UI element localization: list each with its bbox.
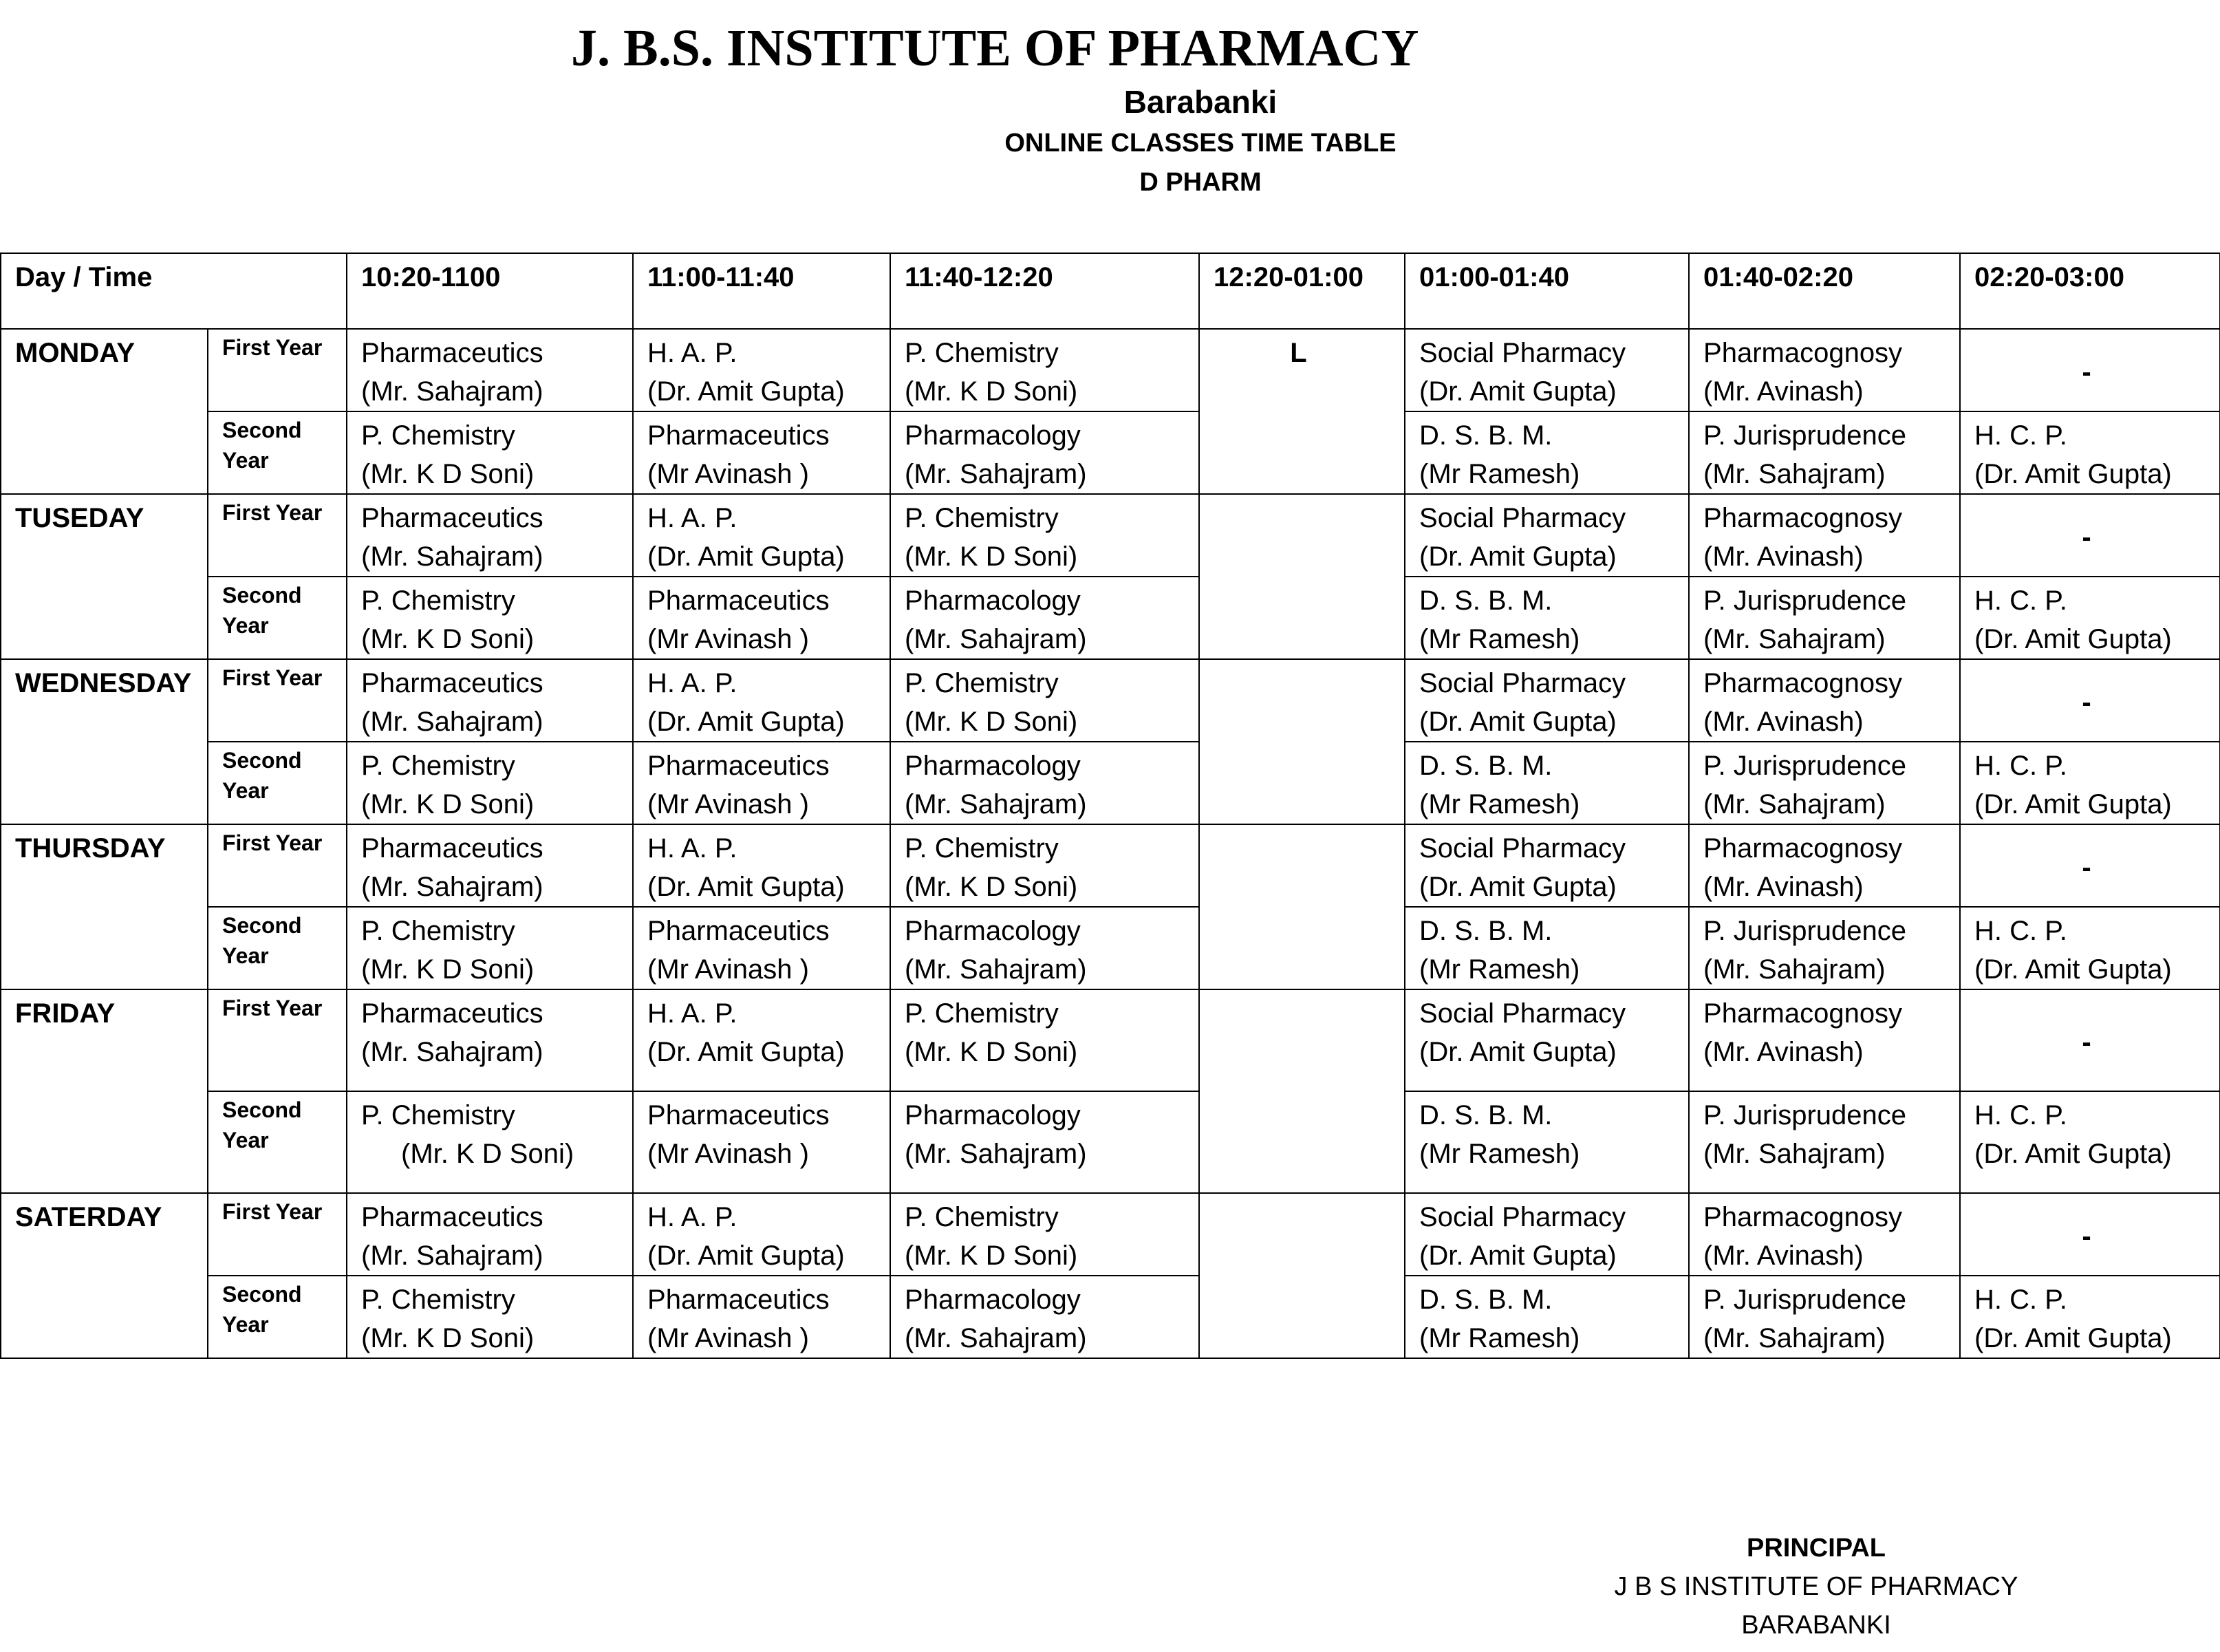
teacher-name: (Mr. K D Soni) <box>905 872 1078 902</box>
teacher-name: (Mr. Sahajram) <box>361 707 543 737</box>
class-cell <box>1960 1091 2220 1193</box>
year-text: Year <box>222 613 269 638</box>
teacher-name: (Mr. Sahajram) <box>1703 459 1886 489</box>
subject-name: D. S. B. M. <box>1419 420 1553 451</box>
subject-name: Pharmaceutics <box>647 1100 830 1130</box>
year-text: Second <box>222 913 302 938</box>
lunch-cell <box>1199 659 1405 824</box>
day-row-second-year <box>1 411 2220 494</box>
year-text: Second <box>222 748 302 773</box>
day-row-first-year <box>1 1193 2220 1276</box>
year-text: First Year <box>222 665 323 690</box>
subject-name: D. S. B. M. <box>1419 916 1553 946</box>
class-cell <box>1689 1276 1960 1358</box>
teacher-name: (Mr. Sahajram) <box>361 872 543 902</box>
class-cell <box>890 329 1199 411</box>
teacher-name: (Mr Ramesh) <box>1419 1139 1580 1169</box>
teacher-name: (Mr Ramesh) <box>1419 459 1580 489</box>
teacher-name: (Mr. K D Soni) <box>361 954 535 985</box>
subject-name: P. Chemistry <box>905 998 1059 1029</box>
class-cell <box>1405 1193 1689 1276</box>
class-cell <box>633 742 890 824</box>
subject-name: Pharmaceutics <box>361 998 543 1029</box>
teacher-name: (Dr. Amit Gupta) <box>1974 459 2172 489</box>
day-row-second-year <box>1 1091 2220 1193</box>
class-cell <box>1405 411 1689 494</box>
day-label: TUSEDAY <box>1 494 208 659</box>
course-name: D PHARM <box>1139 168 1262 197</box>
teacher-name: (Dr. Amit Gupta) <box>647 1241 845 1271</box>
subject-name: P. Chemistry <box>361 916 515 946</box>
empty-slot-dash: - <box>1960 824 2220 907</box>
year-label-first <box>208 659 347 742</box>
class-cell <box>890 1091 1199 1193</box>
year-text: Second <box>222 1097 302 1122</box>
subject-name: H. C. P. <box>1974 1285 2067 1315</box>
empty-slot-dash: - <box>1960 659 2220 742</box>
class-cell <box>633 824 890 907</box>
day-row-first-year <box>1 659 2220 742</box>
subject-name: Pharmacology <box>905 751 1081 781</box>
teacher-name: (Mr Avinash ) <box>647 789 809 819</box>
teacher-name: (Dr. Amit Gupta) <box>1419 541 1617 572</box>
class-cell <box>1689 329 1960 411</box>
day-label: WEDNESDAY <box>1 659 208 824</box>
subject-name: Pharmaceutics <box>647 751 830 781</box>
slot-header: 11:00-11:40 <box>633 253 890 329</box>
subject-name: P. Chemistry <box>905 338 1059 368</box>
class-cell <box>890 411 1199 494</box>
subject-name: D. S. B. M. <box>1419 751 1553 781</box>
city-name: Barabanki <box>1123 84 1278 120</box>
day-row-first-year <box>1 494 2220 577</box>
year-text: Year <box>222 1128 269 1152</box>
teacher-name: (Mr. Avinash) <box>1703 376 1864 407</box>
subject-name: P. Jurisprudence <box>1703 1285 1907 1315</box>
year-label-second <box>208 742 347 824</box>
class-cell <box>633 1276 890 1358</box>
subject-name: Pharmaceutics <box>361 833 543 863</box>
class-cell <box>890 742 1199 824</box>
subject-name: H. C. P. <box>1974 586 2067 616</box>
year-label-first <box>208 1193 347 1276</box>
teacher-name: (Mr Avinash ) <box>647 1323 809 1353</box>
lunch-cell: L <box>1199 329 1405 494</box>
class-cell <box>1960 577 2220 659</box>
class-cell <box>890 1193 1199 1276</box>
teacher-name: (Mr. K D Soni) <box>361 1323 535 1353</box>
lunch-cell <box>1199 1193 1405 1358</box>
teacher-name: (Mr. Sahajram) <box>905 1139 1087 1169</box>
subject-name: Pharmacology <box>905 420 1081 451</box>
teacher-name: (Mr. K D Soni) <box>905 1241 1078 1271</box>
class-cell <box>347 411 633 494</box>
year-text: First Year <box>222 1199 323 1224</box>
class-cell <box>347 577 633 659</box>
teacher-name: (Mr. K D Soni) <box>905 376 1078 407</box>
subject-name: Pharmaceutics <box>647 1285 830 1315</box>
class-cell <box>890 1276 1199 1358</box>
institute-title: J. B.S. INSTITUTE OF PHARMACY <box>571 19 1419 77</box>
class-cell <box>1405 989 1689 1091</box>
teacher-name: (Mr Ramesh) <box>1419 1323 1580 1353</box>
subject-name: H. C. P. <box>1974 916 2067 946</box>
subject-name: H. C. P. <box>1974 751 2067 781</box>
day-row-first-year <box>1 824 2220 907</box>
class-cell <box>890 494 1199 577</box>
day-row-second-year <box>1 1276 2220 1358</box>
teacher-name: (Mr. Avinash) <box>1703 1241 1864 1271</box>
class-cell <box>1405 742 1689 824</box>
header-row <box>1 253 2220 329</box>
subject-name: P. Chemistry <box>905 833 1059 863</box>
year-label-second <box>208 907 347 989</box>
year-text: Second <box>222 418 302 442</box>
class-cell <box>1405 329 1689 411</box>
class-cell <box>633 907 890 989</box>
empty-slot-dash: - <box>1960 989 2220 1091</box>
day-label: MONDAY <box>1 329 208 494</box>
subject-name: Pharmacognosy <box>1703 1202 1903 1232</box>
teacher-name: (Mr. Sahajram) <box>1703 624 1886 654</box>
teacher-name: (Mr Avinash ) <box>647 954 809 985</box>
subject-name: P. Jurisprudence <box>1703 751 1907 781</box>
subject-name: Pharmaceutics <box>361 1202 543 1232</box>
class-cell <box>1689 824 1960 907</box>
subject-name: Pharmacology <box>905 916 1081 946</box>
class-cell <box>1405 659 1689 742</box>
teacher-name: (Dr. Amit Gupta) <box>1974 789 2172 819</box>
teacher-name: (Mr. K D Soni) <box>361 459 535 489</box>
subject-name: Pharmaceutics <box>361 338 543 368</box>
subject-name: P. Jurisprudence <box>1703 420 1907 451</box>
class-cell <box>1960 411 2220 494</box>
subject-name: Pharmacology <box>905 586 1081 616</box>
subject-name: Pharmacology <box>905 1100 1081 1130</box>
slot-header: 01:40-02:20 <box>1689 253 1960 329</box>
subject-name: Pharmacognosy <box>1703 503 1903 533</box>
lunch-cell <box>1199 824 1405 989</box>
class-cell <box>347 494 633 577</box>
timetable-subtitle: ONLINE CLASSES TIME TABLE <box>1004 129 1397 158</box>
year-text: Year <box>222 448 269 473</box>
teacher-name: (Mr. Avinash) <box>1703 1037 1864 1067</box>
class-cell <box>1689 577 1960 659</box>
teacher-name: (Mr. Sahajram) <box>1703 1323 1886 1353</box>
subject-name: P. Chemistry <box>361 751 515 781</box>
subject-name: Pharmaceutics <box>647 420 830 451</box>
year-text: First Year <box>222 996 323 1020</box>
class-cell <box>1689 989 1960 1091</box>
signature-title: PRINCIPAL <box>1747 1534 1886 1563</box>
subject-name: D. S. B. M. <box>1419 1285 1553 1315</box>
signature-institute: J B S INSTITUTE OF PHARMACY <box>1614 1572 2018 1601</box>
year-text: Year <box>222 1312 269 1337</box>
class-cell <box>1689 411 1960 494</box>
teacher-name: (Mr Ramesh) <box>1419 954 1580 985</box>
subject-name: Pharmaceutics <box>361 503 543 533</box>
teacher-name: (Dr. Amit Gupta) <box>1419 1037 1617 1067</box>
day-row-second-year <box>1 742 2220 824</box>
class-cell <box>347 1193 633 1276</box>
teacher-name: (Mr Ramesh) <box>1419 789 1580 819</box>
teacher-name: (Mr. K D Soni) <box>905 707 1078 737</box>
empty-slot-dash: - <box>1960 1193 2220 1276</box>
teacher-name: (Mr Avinash ) <box>647 459 809 489</box>
class-cell <box>1405 1091 1689 1193</box>
year-label-first <box>208 329 347 411</box>
class-cell <box>1960 1276 2220 1358</box>
class-cell <box>347 329 633 411</box>
subject-name: Pharmacognosy <box>1703 998 1903 1029</box>
class-cell <box>1689 1193 1960 1276</box>
teacher-name: (Mr. Sahajram) <box>905 954 1087 985</box>
slot-header: 10:20-1100 <box>347 253 633 329</box>
teacher-name: (Mr. K D Soni) <box>905 1037 1078 1067</box>
day-row-second-year <box>1 577 2220 659</box>
subject-name: Pharmacology <box>905 1285 1081 1315</box>
year-text: First Year <box>222 500 323 525</box>
teacher-name: (Mr. Sahajram) <box>361 1037 543 1067</box>
subject-name: P. Jurisprudence <box>1703 586 1907 616</box>
class-cell <box>1405 494 1689 577</box>
subject-name: Social Pharmacy <box>1419 998 1626 1029</box>
class-cell <box>1405 1276 1689 1358</box>
teacher-name: (Dr. Amit Gupta) <box>1974 1323 2172 1353</box>
subject-name: Pharmaceutics <box>647 916 830 946</box>
class-cell <box>633 659 890 742</box>
subject-name: P. Jurisprudence <box>1703 1100 1907 1130</box>
teacher-name: (Mr. Avinash) <box>1703 872 1864 902</box>
year-text: First Year <box>222 830 323 855</box>
teacher-name: (Dr. Amit Gupta) <box>1419 376 1617 407</box>
teacher-name: (Mr. Sahajram) <box>361 541 543 572</box>
teacher-name: (Dr. Amit Gupta) <box>1974 1139 2172 1169</box>
class-cell <box>1689 1091 1960 1193</box>
teacher-name: (Mr. Sahajram) <box>1703 789 1886 819</box>
teacher-name: (Dr. Amit Gupta) <box>647 541 845 572</box>
year-text: Year <box>222 778 269 803</box>
teacher-name: (Mr. Sahajram) <box>905 789 1087 819</box>
year-text: Year <box>222 943 269 968</box>
teacher-name: (Mr. K D Soni) <box>361 624 535 654</box>
class-cell <box>633 494 890 577</box>
class-cell <box>1405 577 1689 659</box>
subject-name: H. A. P. <box>647 338 737 368</box>
subject-name: Pharmacognosy <box>1703 338 1903 368</box>
year-label-second <box>208 1091 347 1193</box>
subject-name: P. Chemistry <box>361 420 515 451</box>
subject-name: H. C. P. <box>1974 1100 2067 1130</box>
teacher-name: (Mr. K D Soni) <box>401 1139 574 1169</box>
subject-name: H. A. P. <box>647 833 737 863</box>
teacher-name: (Mr. Sahajram) <box>1703 954 1886 985</box>
class-cell <box>1689 494 1960 577</box>
teacher-name: (Dr. Amit Gupta) <box>647 376 845 407</box>
teacher-name: (Mr Avinash ) <box>647 624 809 654</box>
teacher-name: (Mr. Sahajram) <box>905 1323 1087 1353</box>
slot-header: 01:00-01:40 <box>1405 253 1689 329</box>
class-cell <box>633 329 890 411</box>
year-text: Second <box>222 583 302 608</box>
subject-name: Social Pharmacy <box>1419 1202 1626 1232</box>
teacher-name: (Mr. K D Soni) <box>361 789 535 819</box>
day-label: FRIDAY <box>1 989 208 1193</box>
teacher-name: (Mr Ramesh) <box>1419 624 1580 654</box>
subject-name: Pharmaceutics <box>647 586 830 616</box>
teacher-name: (Dr. Amit Gupta) <box>1419 1241 1617 1271</box>
teacher-name: (Mr. Sahajram) <box>361 376 543 407</box>
teacher-name: (Dr. Amit Gupta) <box>1419 707 1617 737</box>
class-cell <box>890 907 1199 989</box>
class-cell <box>633 1193 890 1276</box>
teacher-name: (Dr. Amit Gupta) <box>647 872 845 902</box>
class-cell <box>890 659 1199 742</box>
subject-name: H. A. P. <box>647 503 737 533</box>
teacher-name: (Mr. Sahajram) <box>905 459 1087 489</box>
empty-slot-dash: - <box>1960 329 2220 411</box>
day-label: THURSDAY <box>1 824 208 989</box>
day-row-first-year <box>1 329 2220 411</box>
teacher-name: (Dr. Amit Gupta) <box>647 707 845 737</box>
class-cell <box>1960 742 2220 824</box>
year-label-second <box>208 577 347 659</box>
subject-name: H. A. P. <box>647 998 737 1029</box>
teacher-name: (Mr. Sahajram) <box>1703 1139 1886 1169</box>
subject-name: H. C. P. <box>1974 420 2067 451</box>
class-cell <box>347 907 633 989</box>
year-label-second <box>208 1276 347 1358</box>
subject-name: P. Chemistry <box>361 1100 515 1130</box>
year-label-second <box>208 411 347 494</box>
year-text: First Year <box>222 335 323 360</box>
empty-slot-dash: - <box>1960 494 2220 577</box>
class-cell <box>1405 907 1689 989</box>
subject-name: Pharmacognosy <box>1703 833 1903 863</box>
class-cell <box>347 989 633 1091</box>
subject-name: D. S. B. M. <box>1419 1100 1553 1130</box>
subject-name: H. A. P. <box>647 668 737 698</box>
lunch-cell <box>1199 989 1405 1193</box>
subject-name: Social Pharmacy <box>1419 503 1626 533</box>
teacher-name: (Mr. Avinash) <box>1703 707 1864 737</box>
class-cell <box>890 577 1199 659</box>
class-cell <box>347 824 633 907</box>
subject-name: P. Chemistry <box>905 503 1059 533</box>
class-cell <box>633 577 890 659</box>
class-cell <box>1689 659 1960 742</box>
class-cell <box>1689 907 1960 989</box>
class-cell <box>347 659 633 742</box>
class-cell <box>1960 907 2220 989</box>
day-row-first-year <box>1 989 2220 1091</box>
teacher-name: (Mr. Avinash) <box>1703 541 1864 572</box>
subject-name: Social Pharmacy <box>1419 338 1626 368</box>
subject-name: H. A. P. <box>647 1202 737 1232</box>
day-row-second-year <box>1 907 2220 989</box>
subject-name: P. Jurisprudence <box>1703 916 1907 946</box>
teacher-name: (Mr. K D Soni) <box>905 541 1078 572</box>
year-text: Second <box>222 1282 302 1307</box>
teacher-name: (Dr. Amit Gupta) <box>1974 954 2172 985</box>
class-cell <box>1405 824 1689 907</box>
teacher-name: (Mr. Sahajram) <box>905 624 1087 654</box>
teacher-name: (Dr. Amit Gupta) <box>647 1037 845 1067</box>
slot-header: 11:40-12:20 <box>890 253 1199 329</box>
lunch-cell <box>1199 494 1405 659</box>
subject-name: P. Chemistry <box>905 668 1059 698</box>
class-cell <box>1689 742 1960 824</box>
subject-name: Social Pharmacy <box>1419 668 1626 698</box>
class-cell <box>890 824 1199 907</box>
class-cell <box>347 742 633 824</box>
class-cell <box>633 1091 890 1193</box>
subject-name: P. Chemistry <box>361 1285 515 1315</box>
corner-cell: Day / Time <box>1 253 347 329</box>
teacher-name: (Mr. Sahajram) <box>361 1241 543 1271</box>
year-label-first <box>208 824 347 907</box>
year-label-first <box>208 494 347 577</box>
class-cell <box>890 989 1199 1091</box>
subject-name: P. Chemistry <box>905 1202 1059 1232</box>
slot-header: 02:20-03:00 <box>1960 253 2220 329</box>
teacher-name: (Mr Avinash ) <box>647 1139 809 1169</box>
timetable <box>0 253 2220 1359</box>
subject-name: D. S. B. M. <box>1419 586 1553 616</box>
subject-name: P. Chemistry <box>361 586 515 616</box>
class-cell <box>347 1091 633 1193</box>
teacher-name: (Dr. Amit Gupta) <box>1974 624 2172 654</box>
day-label: SATERDAY <box>1 1193 208 1358</box>
subject-name: Pharmaceutics <box>361 668 543 698</box>
class-cell <box>633 411 890 494</box>
class-cell <box>347 1276 633 1358</box>
subject-name: Social Pharmacy <box>1419 833 1626 863</box>
subject-name: Pharmacognosy <box>1703 668 1903 698</box>
slot-header: 12:20-01:00 <box>1199 253 1405 329</box>
signature-city: BARABANKI <box>1741 1611 1891 1640</box>
class-cell <box>633 989 890 1091</box>
teacher-name: (Dr. Amit Gupta) <box>1419 872 1617 902</box>
year-label-first <box>208 989 347 1091</box>
